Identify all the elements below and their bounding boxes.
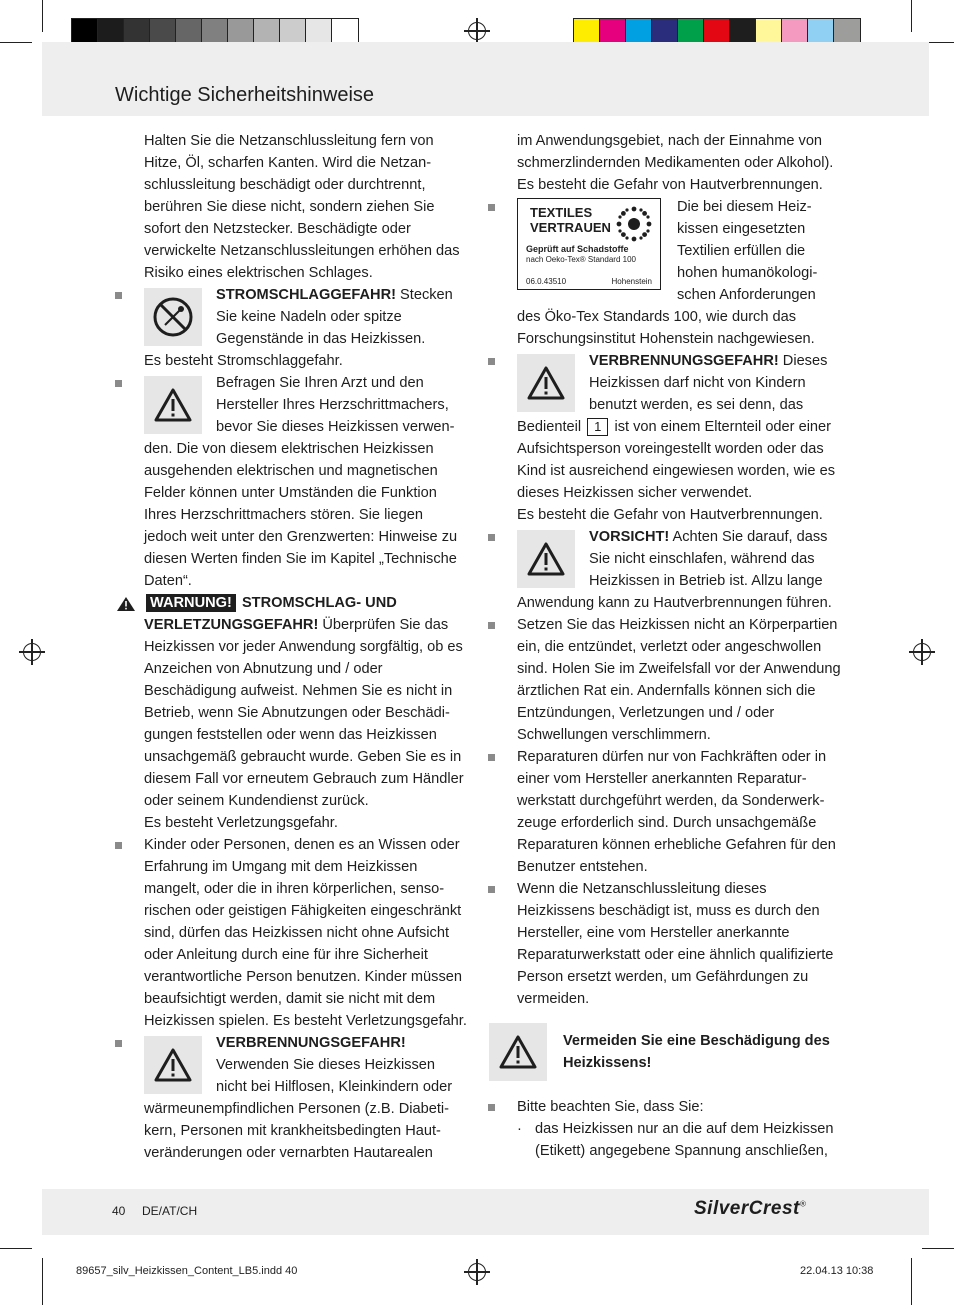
list-item [144, 372, 468, 592]
item-text: ist von einem Elternteil oder einer Aufsichtsperson voreingestellt worden oder das Kind ist ausreichend eingewiesen worden, wie es dieses Heizkissen sicher verwendet. [517, 419, 836, 501]
warning-block [144, 592, 468, 834]
list-item [517, 614, 843, 746]
item-text: Setzen Sie das Heizkissen nicht an Körperpartien ein, die entzündet, verletzt oder angeschwollen sind. Holen Sie im Zweifelsfall vor der Anwendung ärztlichen Rat ein. Andernfalls können sich die Entzündungen, Verletzungen und / oder Schwellungen verschlimmern. [517, 617, 841, 743]
sub-bullet: · [517, 1121, 522, 1137]
bullet [115, 292, 122, 299]
item-text: Bitte beachten Sie, dass Sie: [517, 1099, 704, 1115]
item-tail: Es besteht die Gefahr von Hautverbrennungen. [517, 507, 823, 523]
warning-triangle-icon [144, 1036, 202, 1094]
crop-mark [42, 1258, 43, 1305]
registration-mark-icon [23, 643, 41, 661]
item-text: Kinder oder Personen, denen es an Wissen oder Erfahrung im Umgang mit dem Heizkissen mangelt, oder die in ihren körperlichen, sensorischen oder geistigen Fähigkeiten eingeschränkt sind, dürfen das Heizkissen nicht ohne Aufsicht oder Anleitung durch eine für ihre Sicherheit verantwortliche Person benutzen. Kinder müssen beaufsichtigt werden, damit sie nicht mit dem Heizkissen spielen. Es besteht Verletzungsgefahr. [144, 837, 467, 1029]
item-text: Überprüfen Sie das Heizkissen vor jeder Anwendung sorgfältig, ob es Anzeichen von Abnutzung und / oder Beschädigung aufweist. Nehmen Sie es nicht in Betrieb, wenn Sie Abnutzungen oder Beschädigungen feststellen oder wenn das Heizkissen unsachgemäß gebraucht wurde. Geben Sie es in diesem Fall vor erneutem Gebrauch zum Händler oder seinem Kundendienst zurück. [144, 617, 464, 809]
brand-trademark: ® [799, 1199, 807, 1209]
list-item [517, 1096, 843, 1118]
paragraph: Halten Sie die Netzanschlussleitung fern von Hitze, Öl, scharfen Kanten. Wird die Netzanschlussleitung beschädigt oder durchtrennt, berühren Sie diese nicht, sondern ziehen Sie sofort den Netzstecker. Beschädigte oder verwickelte Netzanschlussleitungen erhöhen das Risiko eines elektrischen Schlages. [144, 133, 460, 281]
crop-mark [911, 0, 912, 32]
oeko-sun-icon [614, 204, 654, 244]
list-item [144, 1032, 468, 1164]
part-number: 1 [587, 418, 608, 436]
item-text: Wenn die Netzanschlussleitung dieses Heizkissens beschädigt ist, muss es durch den Hersteller, eine vom Hersteller anerkannte Reparaturwerkstatt oder eine ähnlich qualifizierte Person ersetzt werden, um Gefährdungen zu vermeiden. [517, 881, 834, 1007]
bullet [488, 1104, 495, 1111]
left-column [144, 130, 468, 1164]
right-column [517, 130, 843, 1010]
oeko-code: 06.0.43510 [526, 277, 567, 286]
item-text: Reparaturen dürfen nur von Fachkräften oder in einer vom Hersteller anerkannten Reparaturwerkstatt durchgeführt werden, da Sonderwerkzeuge erforderlich sind. Durch unsachgemäße Reparaturen können erhebliche Gefahren für den Benutzer entstehen. [517, 749, 836, 875]
item-text: Dieses Heizkissen darf nicht von Kindern benutzt werden, es sei denn, das Bedienteil [517, 353, 828, 435]
warning-triangle-icon [517, 530, 575, 588]
no-needle-icon [144, 288, 202, 346]
page-title: Wichtige Sicherheitshinweise [115, 84, 375, 106]
bullet [488, 204, 495, 211]
warning-triangle-icon [489, 1023, 547, 1081]
bullet [115, 1040, 122, 1047]
item-text: Verwenden Sie dieses Heizkissen nicht bei Hilflosen, Kleinkindern oder wärmeunempfindlichen Personen (z.B. Diabetikern, Personen mit krankheitsbedingten Hautveränderungen oder vernarbten Hautarealen [144, 1057, 453, 1161]
registration-mark-icon [468, 22, 486, 40]
item-title: STROMSCHLAGGEFAHR! [216, 287, 396, 303]
list-item [517, 196, 843, 350]
oeko-line: Geprüft auf Schadstoffe [526, 244, 629, 254]
item-title: STROMSCHLAG- UND VERLETZUNGSGEFAHR! [144, 595, 397, 633]
crop-mark [922, 1248, 954, 1249]
oeko-institute: Hohenstein [611, 277, 652, 286]
warning-triangle-icon [144, 376, 202, 434]
right-column-lower [517, 1096, 843, 1162]
caution-title: Vermeiden Sie eine Beschädigung des Heizkissens! [563, 1033, 830, 1071]
list-item [517, 878, 843, 1010]
item-title: VERBRENNUNGSGEFAHR! [216, 1035, 406, 1051]
oeko-line: nach Oeko-Tex® Standard 100 [526, 255, 636, 264]
list-item [517, 526, 843, 614]
item-text: Die bei diesem Heizkissen eingesetzten Textilien erfüllen die hohen humanökologischen Anforderungen des Öko-Tex Standards 100, wie durch das Forschungsinstitut Hohenstein nachgewiesen. [517, 199, 818, 347]
item-text: Befragen Sie Ihren Arzt und den Hersteller Ihres Herzschrittmachers, bevor Sie dieses Heizkissen verwenden. Die von diesem elektrischen Heizkissen ausgehenden elektrischen und magnetischen Felder können unter Umständen die Funktion Ihres Herzschrittmachers stören. Sie liegen jedoch weit unter den Grenzwerten: Hinweise zu diesen Werten finden Sie im Kapitel „Technische Daten“. [144, 375, 458, 589]
oeko-line: VERTRAUEN [530, 220, 611, 235]
slug-date: 22.04.13 10:38 [800, 1265, 874, 1277]
sub-list-item [517, 1118, 843, 1162]
sub-item-text: das Heizkissen nur an die auf dem Heizkissen (Etikett) angegebene Spannung anschließen, [535, 1121, 834, 1159]
bullet [488, 622, 495, 629]
list-item [144, 834, 468, 1032]
oeko-tex-label-icon [517, 198, 661, 290]
bullet [488, 534, 495, 541]
bullet [488, 886, 495, 893]
list-item [144, 284, 468, 372]
item-title: VORSICHT! [589, 529, 670, 545]
slug-file: 89657_silv_Heizkissen_Content_LB5.indd 40 [76, 1265, 298, 1277]
warning-badge: WARNUNG! [146, 594, 236, 612]
crop-mark [42, 0, 43, 32]
bullet [488, 754, 495, 761]
bullet [115, 380, 122, 387]
bullet [488, 358, 495, 365]
warning-triangle-icon [116, 596, 136, 612]
crop-mark [911, 1258, 912, 1305]
paragraph: im Anwendungsgebiet, nach der Einnahme von schmerzlindernden Medikamenten oder Alkohol). Es besteht die Gefahr von Hautverbrennungen. [517, 133, 834, 193]
item-text: Stecken Sie keine Nadeln oder spitze Gegenstände in das Heizkissen. [216, 287, 453, 347]
list-item [517, 746, 843, 878]
item-tail: Es besteht Verletzungsgefahr. [144, 815, 338, 831]
page-number: 40 [112, 1204, 126, 1218]
registration-mark-icon [468, 1263, 486, 1281]
brand-logo [694, 1198, 806, 1220]
item-tail: Es besteht Stromschlaggefahr. [144, 353, 343, 369]
item-text: Achten Sie darauf, dass Sie nicht einschlafen, während das Heizkissen in Betrieb ist. Allzu lange Anwendung kann zu Hautverbrennungen führen. [517, 529, 832, 611]
country-codes: DE/AT/CH [142, 1204, 198, 1218]
crop-mark [0, 1248, 32, 1249]
brand-name: SilverCrest [694, 1198, 800, 1219]
oeko-line: TEXTILES [530, 205, 593, 220]
registration-mark-icon [913, 643, 931, 661]
list-item [517, 350, 843, 526]
item-title: VERBRENNUNGSGEFAHR! [589, 353, 779, 369]
crop-mark [0, 42, 32, 43]
bullet [115, 842, 122, 849]
warning-triangle-icon [517, 354, 575, 412]
